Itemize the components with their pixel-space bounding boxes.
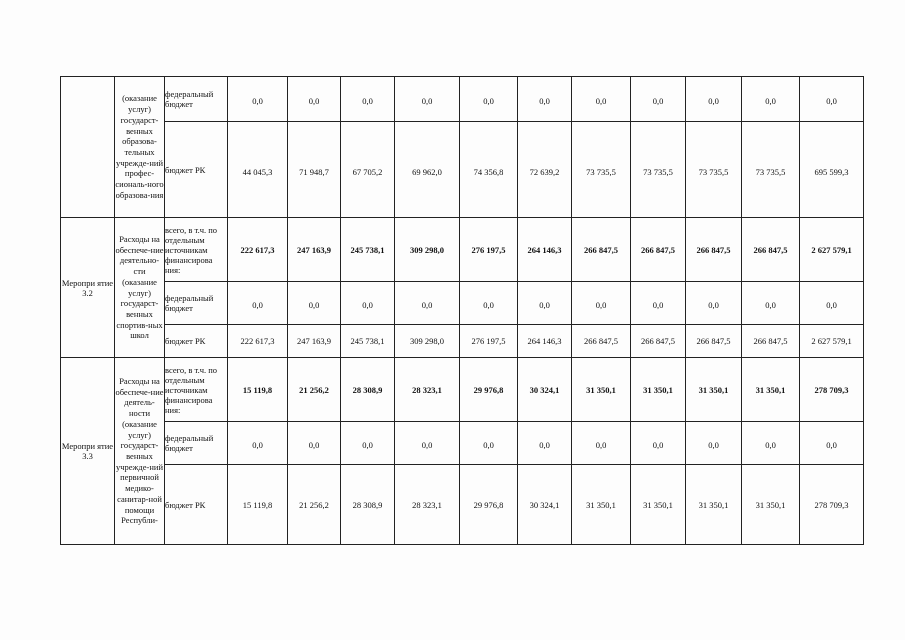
value-cell: 0,0 bbox=[460, 422, 518, 465]
value-cell: 73 735,5 bbox=[572, 122, 631, 218]
value-cell: 29 976,8 bbox=[460, 358, 518, 422]
value-cell: 73 735,5 bbox=[631, 122, 686, 218]
value-cell: 31 350,1 bbox=[742, 465, 800, 545]
funding-source-cell: всего, в т.ч. по отдельным источникам финансирова ния: bbox=[165, 358, 228, 422]
value-cell: 245 738,1 bbox=[341, 325, 395, 358]
value-cell: 69 962,0 bbox=[395, 122, 460, 218]
value-cell: 72 639,2 bbox=[518, 122, 572, 218]
value-cell: 266 847,5 bbox=[686, 325, 742, 358]
value-cell: 0,0 bbox=[686, 77, 742, 122]
value-cell: 309 298,0 bbox=[395, 218, 460, 282]
value-cell: 266 847,5 bbox=[742, 218, 800, 282]
value-cell: 0,0 bbox=[341, 77, 395, 122]
value-cell: 0,0 bbox=[460, 77, 518, 122]
value-cell: 31 350,1 bbox=[686, 358, 742, 422]
value-cell: 0,0 bbox=[572, 422, 631, 465]
value-cell: 0,0 bbox=[518, 422, 572, 465]
value-cell: 266 847,5 bbox=[631, 325, 686, 358]
event-cell: Меропри ятие 3.2 bbox=[61, 218, 115, 358]
value-cell: 0,0 bbox=[288, 282, 341, 325]
value-cell: 222 617,3 bbox=[228, 218, 288, 282]
funding-source-cell: бюджет РК bbox=[165, 122, 228, 218]
value-cell: 309 298,0 bbox=[395, 325, 460, 358]
table-row bbox=[61, 218, 864, 282]
value-cell: 15 119,8 bbox=[228, 465, 288, 545]
value-cell: 0,0 bbox=[631, 282, 686, 325]
value-cell: 0,0 bbox=[518, 282, 572, 325]
value-cell: 31 350,1 bbox=[572, 358, 631, 422]
value-cell: 0,0 bbox=[800, 422, 864, 465]
value-cell: 0,0 bbox=[800, 282, 864, 325]
value-cell: 30 324,1 bbox=[518, 358, 572, 422]
funding-source-cell: федеральный бюджет bbox=[165, 282, 228, 325]
value-cell: 278 709,3 bbox=[800, 465, 864, 545]
value-cell: 0,0 bbox=[686, 282, 742, 325]
value-cell: 0,0 bbox=[288, 422, 341, 465]
value-cell: 278 709,3 bbox=[800, 358, 864, 422]
value-cell: 21 256,2 bbox=[288, 358, 341, 422]
table-row bbox=[61, 325, 864, 358]
value-cell: 266 847,5 bbox=[686, 218, 742, 282]
value-cell: 0,0 bbox=[228, 422, 288, 465]
value-cell: 74 356,8 bbox=[460, 122, 518, 218]
table-row bbox=[61, 122, 864, 218]
value-cell: 0,0 bbox=[518, 77, 572, 122]
value-cell: 247 163,9 bbox=[288, 325, 341, 358]
value-cell: 31 350,1 bbox=[631, 358, 686, 422]
value-cell: 0,0 bbox=[341, 422, 395, 465]
value-cell: 0,0 bbox=[460, 282, 518, 325]
funding-source-cell: всего, в т.ч. по отдельным источникам финансирова ния: bbox=[165, 218, 228, 282]
value-cell: 28 323,1 bbox=[395, 465, 460, 545]
value-cell: 31 350,1 bbox=[686, 465, 742, 545]
value-cell: 28 308,9 bbox=[341, 358, 395, 422]
description-cell: Расходы на обеспече-ние деятель-ности (оказание услуг) государст-венных учрежде-ний первичной медико-санитар-ной помощи Республи- bbox=[115, 358, 165, 545]
value-cell: 0,0 bbox=[395, 282, 460, 325]
description-cell: Расходы на обеспече-ние деятельно-сти (оказание услуг) государст-венных спортив-ных школ bbox=[115, 218, 165, 358]
value-cell: 266 847,5 bbox=[572, 325, 631, 358]
funding-source-cell: бюджет РК bbox=[165, 465, 228, 545]
value-cell: 0,0 bbox=[686, 422, 742, 465]
value-cell: 0,0 bbox=[631, 422, 686, 465]
value-cell: 0,0 bbox=[572, 77, 631, 122]
funding-source-cell: бюджет РК bbox=[165, 325, 228, 358]
value-cell: 0,0 bbox=[800, 77, 864, 122]
event-cell: Меропри ятие 3.3 bbox=[61, 358, 115, 545]
value-cell: 29 976,8 bbox=[460, 465, 518, 545]
funding-source-cell: федеральный бюджет bbox=[165, 422, 228, 465]
value-cell: 0,0 bbox=[395, 422, 460, 465]
value-cell: 28 323,1 bbox=[395, 358, 460, 422]
value-cell: 30 324,1 bbox=[518, 465, 572, 545]
budget-table bbox=[60, 76, 864, 545]
value-cell: 0,0 bbox=[631, 77, 686, 122]
value-cell: 247 163,9 bbox=[288, 218, 341, 282]
value-cell: 266 847,5 bbox=[572, 218, 631, 282]
value-cell: 0,0 bbox=[572, 282, 631, 325]
table-row bbox=[61, 77, 864, 122]
value-cell: 276 197,5 bbox=[460, 325, 518, 358]
value-cell: 695 599,3 bbox=[800, 122, 864, 218]
value-cell: 276 197,5 bbox=[460, 218, 518, 282]
value-cell: 0,0 bbox=[228, 282, 288, 325]
value-cell: 0,0 bbox=[742, 282, 800, 325]
value-cell: 0,0 bbox=[742, 422, 800, 465]
value-cell: 0,0 bbox=[395, 77, 460, 122]
value-cell: 266 847,5 bbox=[631, 218, 686, 282]
event-cell bbox=[61, 77, 115, 218]
value-cell: 31 350,1 bbox=[631, 465, 686, 545]
value-cell: 15 119,8 bbox=[228, 358, 288, 422]
value-cell: 0,0 bbox=[228, 77, 288, 122]
value-cell: 2 627 579,1 bbox=[800, 325, 864, 358]
value-cell: 73 735,5 bbox=[742, 122, 800, 218]
funding-source-cell: федеральный бюджет bbox=[165, 77, 228, 122]
table-row bbox=[61, 422, 864, 465]
value-cell: 73 735,5 bbox=[686, 122, 742, 218]
value-cell: 67 705,2 bbox=[341, 122, 395, 218]
value-cell: 31 350,1 bbox=[742, 358, 800, 422]
value-cell: 222 617,3 bbox=[228, 325, 288, 358]
table-row bbox=[61, 358, 864, 422]
table-row bbox=[61, 465, 864, 545]
value-cell: 31 350,1 bbox=[572, 465, 631, 545]
value-cell: 28 308,9 bbox=[341, 465, 395, 545]
value-cell: 71 948,7 bbox=[288, 122, 341, 218]
table-row bbox=[61, 282, 864, 325]
description-cell: (оказание услуг) государст-венных образова-тельных учрежде-ний профес-сиональ-ного образова-ния bbox=[115, 77, 165, 218]
value-cell: 21 256,2 bbox=[288, 465, 341, 545]
value-cell: 0,0 bbox=[742, 77, 800, 122]
value-cell: 0,0 bbox=[288, 77, 341, 122]
value-cell: 264 146,3 bbox=[518, 218, 572, 282]
value-cell: 245 738,1 bbox=[341, 218, 395, 282]
value-cell: 264 146,3 bbox=[518, 325, 572, 358]
value-cell: 0,0 bbox=[341, 282, 395, 325]
value-cell: 266 847,5 bbox=[742, 325, 800, 358]
value-cell: 2 627 579,1 bbox=[800, 218, 864, 282]
value-cell: 44 045,3 bbox=[228, 122, 288, 218]
